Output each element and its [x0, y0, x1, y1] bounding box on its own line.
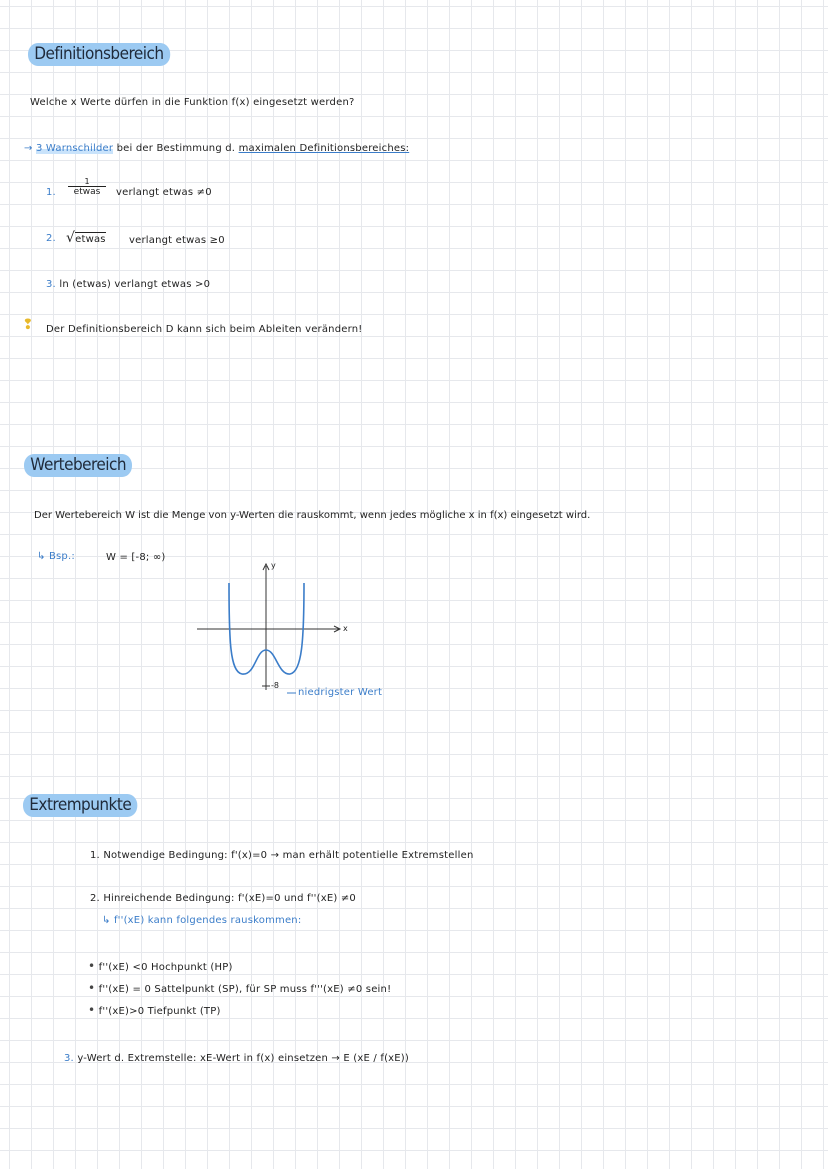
question-text: Welche x Werte dürfen in die Funktion f(x) eingesetzt werden? [30, 97, 355, 108]
item-1-number: 1. [46, 187, 56, 198]
item-3-number: 3. [46, 279, 56, 290]
heading-wertebereich: Wertebereich [24, 454, 132, 477]
bullet-text-2: f''(xE) = 0 Sattelpunkt (SP), für SP muss f'''(xE) ≠0 sein! [98, 984, 392, 995]
step-3 [64, 1053, 409, 1064]
bestimmung-text: bei der Bestimmung d. [116, 143, 236, 154]
fraction-numerator: 1 [84, 177, 90, 186]
graph-y-label: y [271, 561, 276, 570]
item-2-text: verlangt etwas ≥0 [129, 235, 225, 246]
item-1 [46, 187, 56, 198]
step-3-number: 3. [64, 1053, 74, 1064]
sqrt-icon: √ [66, 230, 76, 246]
wertebereich-definition: Der Wertebereich W ist die Menge von y-Werten die rauskommt, wenn jedes mögliche x in f(x) eingesetzt wird. [34, 510, 591, 521]
item-2-number: 2. [46, 233, 56, 244]
step-2: 2. Hinreichende Bedingung: f'(xE)=0 und f''(xE) ≠0 [90, 893, 356, 904]
bullet-item-1 [88, 961, 233, 973]
item-3 [46, 279, 210, 290]
bullet-text-3: f''(xE)>0 Tiefpunkt (TP) [98, 1006, 221, 1017]
bullet-dot-icon: • [88, 959, 96, 973]
item-3-text: ln (etwas) verlangt etwas >0 [59, 279, 211, 290]
graph-x-label: x [343, 624, 348, 633]
bullet-item-2 [88, 983, 391, 995]
item-1-text: verlangt etwas ≠0 [116, 187, 212, 198]
arrow-line [24, 143, 409, 154]
warnschilder-text: 3 Warnschilder [35, 143, 114, 154]
sqrt-radicand: etwas [75, 234, 106, 245]
arrow-icon: → [24, 143, 33, 154]
example-label [37, 551, 75, 562]
bullet-item-3 [88, 1005, 221, 1017]
graph-x-arrow-icon [334, 626, 340, 632]
bullet-dot-icon: • [88, 981, 96, 995]
graph-curve [229, 583, 304, 674]
fraction [68, 177, 106, 197]
graph-y-arrow-icon [263, 564, 269, 570]
sqrt-wrap [66, 230, 106, 246]
graph-min-label: -8 [271, 681, 279, 690]
maximalen-text: maximalen Definitionsbereiches: [238, 143, 410, 154]
graph-annotation: niedrigster Wert [298, 687, 383, 698]
bullet-text-1: f''(xE) <0 Hochpunkt (HP) [98, 962, 233, 973]
step-2-sub [102, 915, 301, 926]
fraction-denominator: etwas [68, 186, 106, 197]
example-label-text: ↳ Bsp.: [37, 551, 75, 562]
step-3-text: y-Wert d. Extremstelle: xE-Wert in f(x) einsetzen → E (xE / f(xE)) [77, 1053, 410, 1064]
warning-text: Der Definitionsbereich D kann sich beim Ableiten verändern! [46, 324, 363, 335]
step-2-sub-text: ↳ f''(xE) kann folgendes rauskommen: [102, 915, 302, 926]
example-value: W = [-8; ∞) [106, 552, 166, 563]
item-2-number-wrap [46, 233, 56, 244]
heading-definitionsbereich: Definitionsbereich [28, 43, 170, 66]
heading-extrempunkte: Extrempunkte [23, 794, 137, 817]
step-1: 1. Notwendige Bedingung: f'(x)=0 → man erhält potentielle Extremstellen [90, 850, 474, 861]
warning-icon: ❢ [22, 317, 34, 333]
bullet-dot-icon: • [88, 1003, 96, 1017]
